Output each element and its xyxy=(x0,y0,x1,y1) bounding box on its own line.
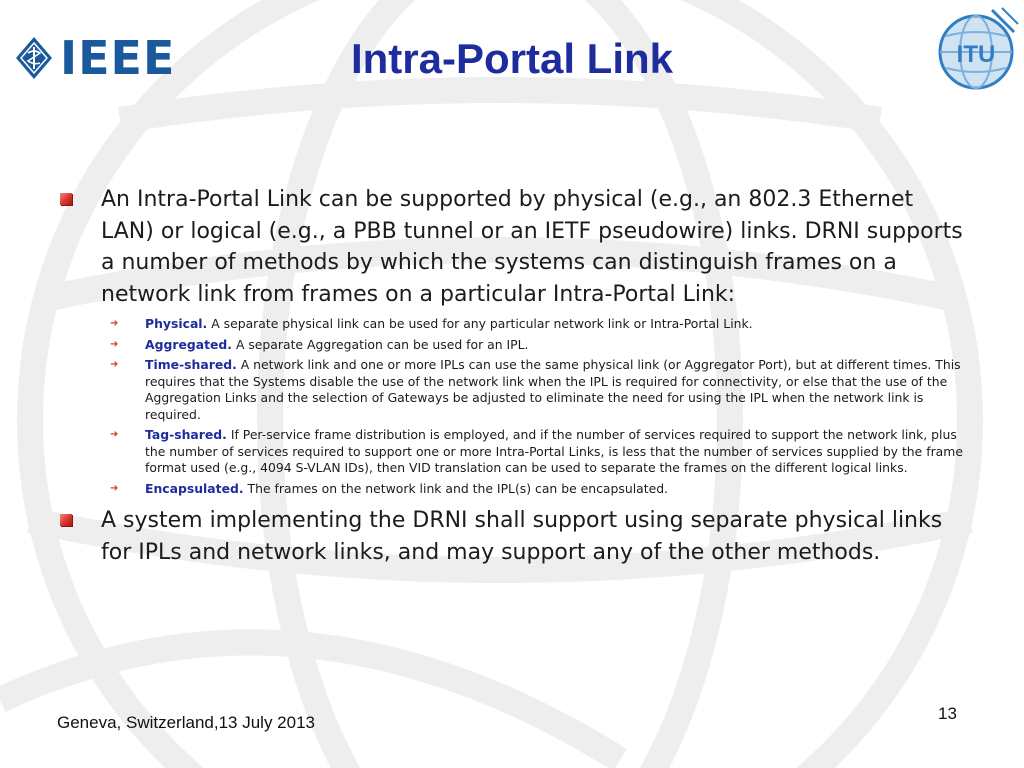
sub-bullet-text: The frames on the network link and the IPL(s) can be encapsulated. xyxy=(247,480,669,496)
sub-bullet-label: Physical. xyxy=(145,316,208,331)
sub-bullet-label: Time-shared. xyxy=(145,357,237,372)
slide-body xyxy=(60,184,965,574)
ieee-wordmark: IEEE xyxy=(60,31,176,85)
red-arrow-bullet-icon: ➜ xyxy=(110,338,119,350)
sub-bullet-label: Encapsulated. xyxy=(145,480,244,496)
red-square-bullet-icon xyxy=(60,514,72,526)
sub-bullet-text: A network link and one or more IPLs can use the same physical link (or Aggregator Port), but at different times. This requires that the Systems disable the use of the network link when the IPL is required for connectivity, or else that the use of the Aggregation Links and the selection of Gateways be adjusted to eliminate the need for using the IPL when the network link is required. xyxy=(145,357,961,422)
sub-bullet-item xyxy=(60,357,965,423)
red-arrow-bullet-icon: ➜ xyxy=(110,359,119,370)
slide-title: Intra-Portal Link xyxy=(350,35,674,82)
sub-bullet-text: A separate Aggregation can be used for an IPL. xyxy=(235,336,529,352)
bullet-item xyxy=(60,505,965,568)
red-arrow-bullet-icon: ➜ xyxy=(110,482,119,494)
bullet-text: An Intra-Portal Link can be supported by physical (e.g., an 802.3 Ethernet LAN) or logical (e.g., a PBB tunnel or an IETF pseudowire) links. DRNI supports a number of methods by which the systems can distinguish frames on a network link from frames on a particular Intra-Portal Link: xyxy=(101,187,963,307)
sub-bullet-item xyxy=(60,427,965,477)
sub-bullet-item xyxy=(60,481,965,498)
sub-bullet-text: If Per-service frame distribution is employed, and if the number of services required to support the network link, plus the number of services required to support one or more Intra-Portal Links, is less that the number of services supplied by the frame format used (e.g., 4094 S-VLAN IDs), then VID translation can be used to separate the frames on the different logical links. xyxy=(145,427,963,475)
sub-bullet-item xyxy=(60,337,965,354)
red-arrow-bullet-icon: ➜ xyxy=(110,318,119,329)
bullet-text: A system implementing the DRNI shall support using separate physical links for IPLs and network links, and may support any of the other methods. xyxy=(101,508,943,565)
footer-location-date: Geneva, Switzerland,13 July 2013 xyxy=(57,713,315,732)
sub-bullet-label: Tag-shared. xyxy=(145,427,227,442)
bullet-item xyxy=(60,184,965,310)
sub-bullet-item xyxy=(60,316,965,333)
page-number: 13 xyxy=(938,704,957,723)
itu-wordmark: ITU xyxy=(956,41,996,68)
red-square-bullet-icon xyxy=(60,193,72,205)
sub-bullet-text: A separate physical link can be used for any particular network link or Intra-Portal Link. xyxy=(211,316,753,331)
sub-bullet-label: Aggregated. xyxy=(145,336,232,352)
red-arrow-bullet-icon: ➜ xyxy=(110,429,119,440)
